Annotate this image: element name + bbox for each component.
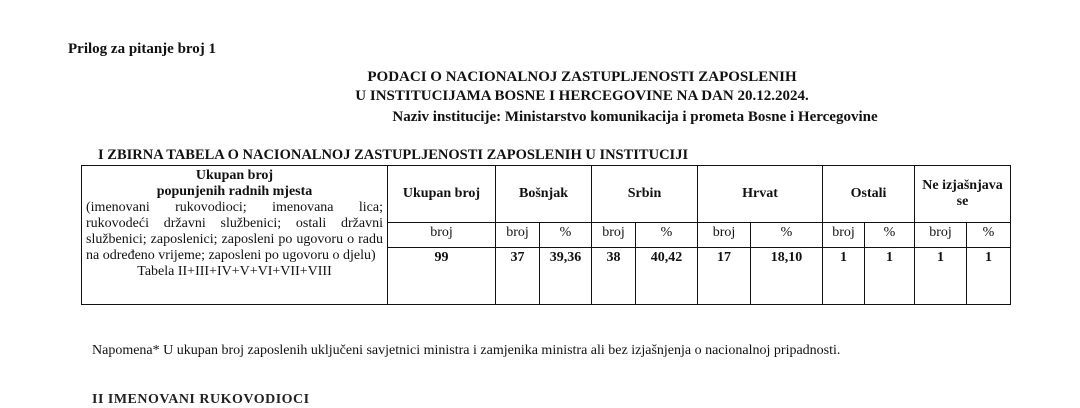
sub-total-count: broj [388,223,496,248]
next-section-title-partial: II IMENOVANI RUKOVODIOCI [92,392,310,407]
desc-body: (imenovani rukovodioci; imenovana lica; rukovodeći državni službenici; ostali državni službenici; zaposlenici; zaposleni po ugovoru o radu na određeno vrijeme; zaposleni po ugovoru o djelu) [86,200,383,263]
sub-undeclared-count: broj [915,223,967,248]
value-undeclared-count: 1 [915,248,967,305]
value-total: 99 [388,248,496,305]
sub-bosniak-pct: % [540,223,592,248]
header-undeclared: Ne izjašnjava se [915,166,1011,223]
table-header-row [82,166,1011,223]
value-serb-count: 38 [592,248,636,305]
value-bosniak-pct: 39,36 [540,248,592,305]
value-others-pct: 1 [865,248,915,305]
value-undeclared-pct: 1 [967,248,1011,305]
summary-table [81,165,1011,305]
sub-croat-pct: % [751,223,823,248]
sub-serb-pct: % [636,223,698,248]
heading-line-1: PODACI O NACIONALNOJ ZASTUPLJENOSTI ZAPOSLENIH [367,69,797,85]
sub-croat-count: broj [698,223,751,248]
section-title: I ZBIRNA TABELA O NACIONALNOJ ZASTUPLJENOSTI ZAPOSLENIH U INSTITUCIJI [98,147,689,163]
heading-line-2: U INSTITUCIJAMA BOSNE I HERCEGOVINE NA DAN 20.12.2024. [355,88,809,104]
header-others: Ostali [823,166,915,223]
desc-title-2: popunjenih radnih mjesta [156,184,313,199]
value-others-count: 1 [823,248,865,305]
description-cell [82,166,388,305]
sub-others-count: broj [823,223,865,248]
sub-serb-count: broj [592,223,636,248]
value-croat-count: 17 [698,248,751,305]
institution-name: Naziv institucije: Ministarstvo komunikacija i prometa Bosne i Hercegovine [392,109,878,125]
footnote: Napomena* U ukupan broj zaposlenih uključeni savjetnici ministra i zamjenika ministra ali bez izjašnjenja o nacionalnoj pripadnosti. [92,343,841,358]
header-bosniak: Bošnjak [496,166,592,223]
value-croat-pct: 18,10 [751,248,823,305]
value-bosniak-count: 37 [496,248,540,305]
sub-undeclared-pct: % [967,223,1011,248]
annex-label: Prilog za pitanje broj 1 [68,41,217,57]
value-serb-pct: 40,42 [636,248,698,305]
sub-others-pct: % [865,223,915,248]
sub-bosniak-count: broj [496,223,540,248]
desc-tables: Tabela II+III+IV+V+VI+VII+VIII [137,264,332,279]
header-total: Ukupan broj [388,166,496,223]
header-croat: Hrvat [698,166,823,223]
header-serb: Srbin [592,166,698,223]
desc-title-1: Ukupan broj [195,168,274,183]
